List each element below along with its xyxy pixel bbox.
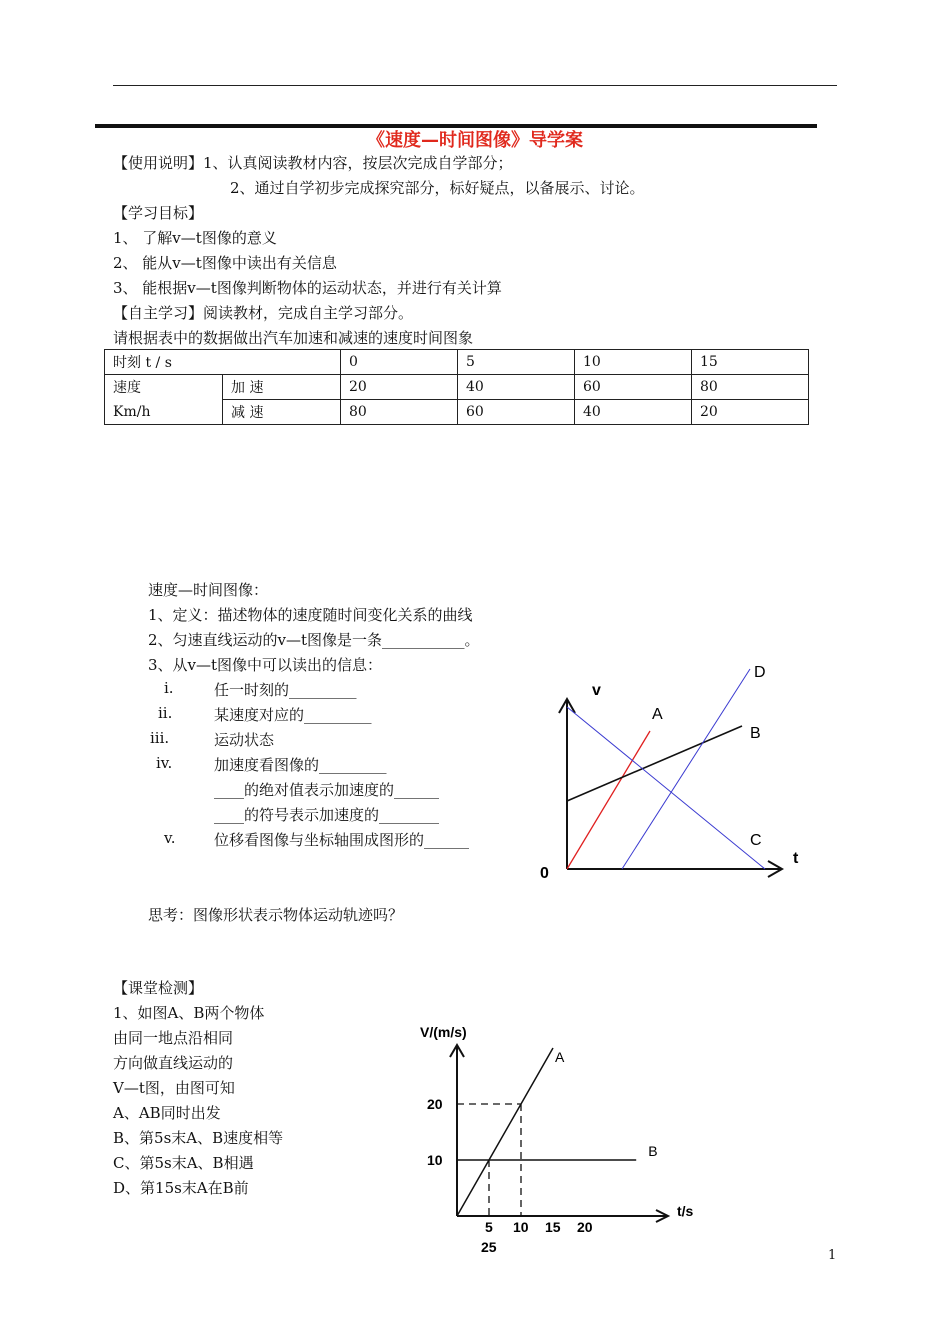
series-label: B [648, 1143, 658, 1159]
vt-concept-graph [520, 655, 820, 885]
value-cell: 40 [575, 400, 692, 425]
time-cell: 5 [458, 350, 575, 375]
sub-num: ii. [158, 704, 173, 722]
page-number: 1 [828, 1248, 837, 1263]
value-cell: 80 [341, 400, 458, 425]
speed-label: 速度 [113, 379, 141, 396]
sub-text: 运动状态 [214, 731, 275, 749]
think-question: 思考：图像形状表示物体运动轨迹吗？ [148, 906, 404, 924]
quiz-option: A、AB同时出发 [113, 1104, 221, 1122]
sub-text: ____的绝对值表示加速度的______ [214, 781, 440, 799]
value-cell: 20 [692, 400, 809, 425]
value-cell: 40 [458, 375, 575, 400]
quiz-heading: 【课堂检测】 [113, 979, 204, 997]
self-study-instruction: 请根据表中的数据做出汽车加速和减速的速度时间图象 [113, 329, 474, 347]
sub-text: 位移看图像与坐标轴围成图形的______ [214, 831, 470, 849]
time-cell: 0 [341, 350, 458, 375]
time-cell: 10 [575, 350, 692, 375]
y-tick-label: 20 [427, 1096, 443, 1112]
x-tick-label: 5 [485, 1219, 493, 1235]
x-extra-label: 25 [481, 1239, 497, 1255]
quiz-line: 由同一地点沿相同 [113, 1029, 234, 1047]
x-axis-label: t/s [677, 1203, 694, 1219]
time-cell: 15 [692, 350, 809, 375]
sub-text: ____的符号表示加速度的________ [214, 806, 440, 824]
time-label-cell: 时刻 t / s [105, 350, 341, 375]
goals-heading: 【学习目标】 [113, 204, 204, 222]
sub-text: 某速度对应的_________ [214, 706, 372, 724]
y-axis-label: V/(m/s) [420, 1024, 467, 1040]
line-b [567, 726, 742, 801]
sub-num: iv. [156, 754, 173, 772]
quiz-vt-chart [410, 1015, 710, 1260]
value-cell: 20 [341, 375, 458, 400]
row-label-cell: 加 速 [223, 375, 341, 400]
table-row [105, 375, 809, 400]
sub-text: 任一时刻的_________ [214, 681, 357, 699]
speed-label-cell [105, 375, 223, 425]
vt-definition: 1、定义：描述物体的速度随时间变化关系的曲线 [148, 606, 473, 624]
speed-unit: Km/h [113, 403, 151, 420]
vt-uniform: 2、匀速直线运动的v—t图像是一条___________。 [148, 631, 480, 649]
quiz-line: V—t图，由图可知 [113, 1079, 235, 1097]
quiz-line: 方向做直线运动的 [113, 1054, 234, 1072]
vt-heading: 速度—时间图像： [148, 581, 269, 599]
line-a [567, 731, 650, 869]
row-label-cell: 减 速 [223, 400, 341, 425]
value-cell: 60 [575, 375, 692, 400]
quiz-line: 1、如图A、B两个物体 [113, 1004, 265, 1022]
vt-info: 3、从v—t图像中可以读出的信息： [148, 656, 383, 674]
self-study-heading: 【自主学习】阅读教材，完成自主学习部分。 [113, 304, 414, 322]
line-a-label: A [652, 706, 663, 723]
x-tick-label: 15 [545, 1219, 561, 1235]
usage-line-1: 【使用说明】1、认真阅读教材内容，按层次完成自学部分； [113, 154, 513, 172]
line-b-label: B [750, 725, 761, 742]
quiz-option: D、第15s末A在B前 [113, 1179, 249, 1197]
line-c-label: C [750, 832, 762, 849]
quiz-option: C、第5s末A、B相遇 [113, 1154, 254, 1172]
goal-item: 2、 能从v—t图像中读出有关信息 [113, 254, 337, 272]
y-tick-label: 10 [427, 1152, 443, 1168]
origin-label: 0 [540, 865, 549, 882]
sub-num: i. [164, 679, 174, 697]
usage-line-2: 2、通过自学初步完成探究部分，标好疑点，以备展示、讨论。 [230, 179, 645, 197]
x-tick-label: 20 [577, 1219, 593, 1235]
goal-item: 1、 了解v—t图像的意义 [113, 229, 277, 247]
sub-num: iii. [150, 729, 170, 747]
x-tick-label: 10 [513, 1219, 529, 1235]
table-row [105, 350, 809, 375]
series-label: A [555, 1049, 565, 1065]
v-axis-label: v [592, 682, 601, 699]
value-cell: 60 [458, 400, 575, 425]
sub-text: 加速度看图像的_________ [214, 756, 387, 774]
header-rule [113, 85, 837, 86]
data-table [104, 349, 809, 425]
line-d-label: D [754, 664, 766, 681]
goal-item: 3、 能根据v—t图像判断物体的运动状态，并进行有关计算 [113, 279, 502, 297]
page-title: 《速度—时间图像》导学案 [367, 130, 583, 151]
sub-num: v. [164, 829, 176, 847]
value-cell: 80 [692, 375, 809, 400]
quiz-option: B、第5s末A、B速度相等 [113, 1129, 284, 1147]
series-line-a [457, 1048, 553, 1216]
t-axis-label: t [793, 850, 799, 867]
